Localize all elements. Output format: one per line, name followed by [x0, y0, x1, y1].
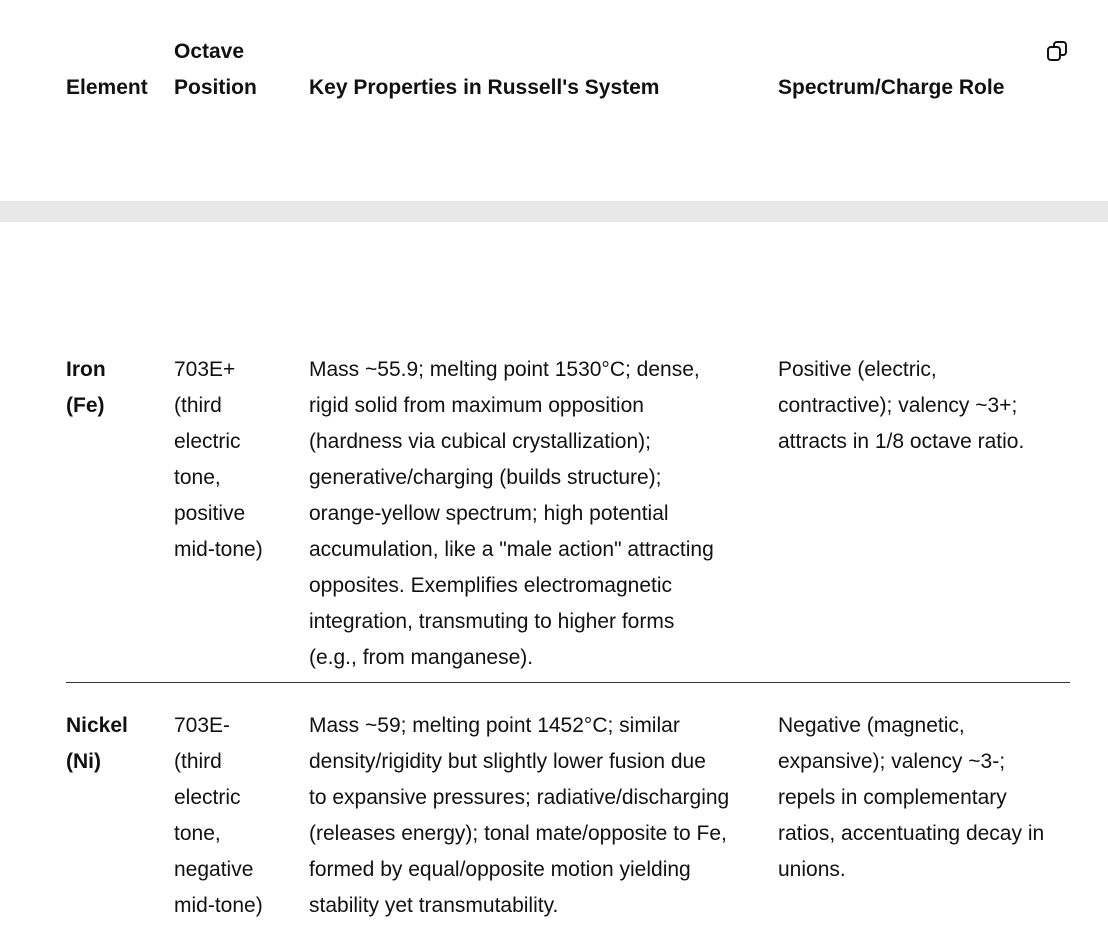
cell-key-properties: Mass ~55.9; melting point 1530°C; dense, rigid solid from maximum opposition (hardness via cubical crystallization); generative/charging (builds structure); orange-yellow spectrum; high potential accumulation, like a "male action" attracting opposites. Exemplifies electromagnetic integration, transmuting to higher forms (e.g., from manganese). — [309, 358, 714, 669]
table-header-row — [66, 34, 1070, 106]
header-element: Element — [66, 76, 148, 99]
table-row — [66, 352, 1070, 683]
header-octave-position: Octave Position — [174, 40, 257, 99]
cell-spectrum-charge-role: Positive (electric, contractive); valency ~3+; attracts in 1/8 octave ratio. — [778, 358, 1025, 453]
table-body — [66, 352, 1070, 924]
header-key-properties: Key Properties in Russell's System — [309, 76, 660, 99]
table-header-section — [0, 0, 1108, 201]
table-row — [66, 683, 1070, 924]
cell-key-properties: Mass ~59; melting point 1452°C; similar density/rigidity but slightly lower fusion due to expansive pressures; radiative/discharging (releases energy); tonal mate/opposite to Fe, formed by equal/opposite motion yielding stability yet transmutability. — [309, 714, 730, 917]
cell-spectrum-charge-role: Negative (magnetic, expansive); valency ~3-; repels in complementary ratios, accentuating decay in unions. — [778, 714, 1045, 881]
cell-octave-position: 703E+ (third electric tone, positive mid-tone) — [174, 358, 263, 561]
header-divider-band — [0, 201, 1108, 222]
cell-element: Iron (Fe) — [66, 358, 106, 417]
copy-icon[interactable] — [1045, 39, 1069, 63]
cell-element: Nickel (Ni) — [66, 714, 128, 773]
cell-octave-position: 703E- (third electric tone, negative mid-tone) — [174, 714, 263, 917]
header-spectrum-charge-role: Spectrum/Charge Role — [778, 76, 1005, 99]
